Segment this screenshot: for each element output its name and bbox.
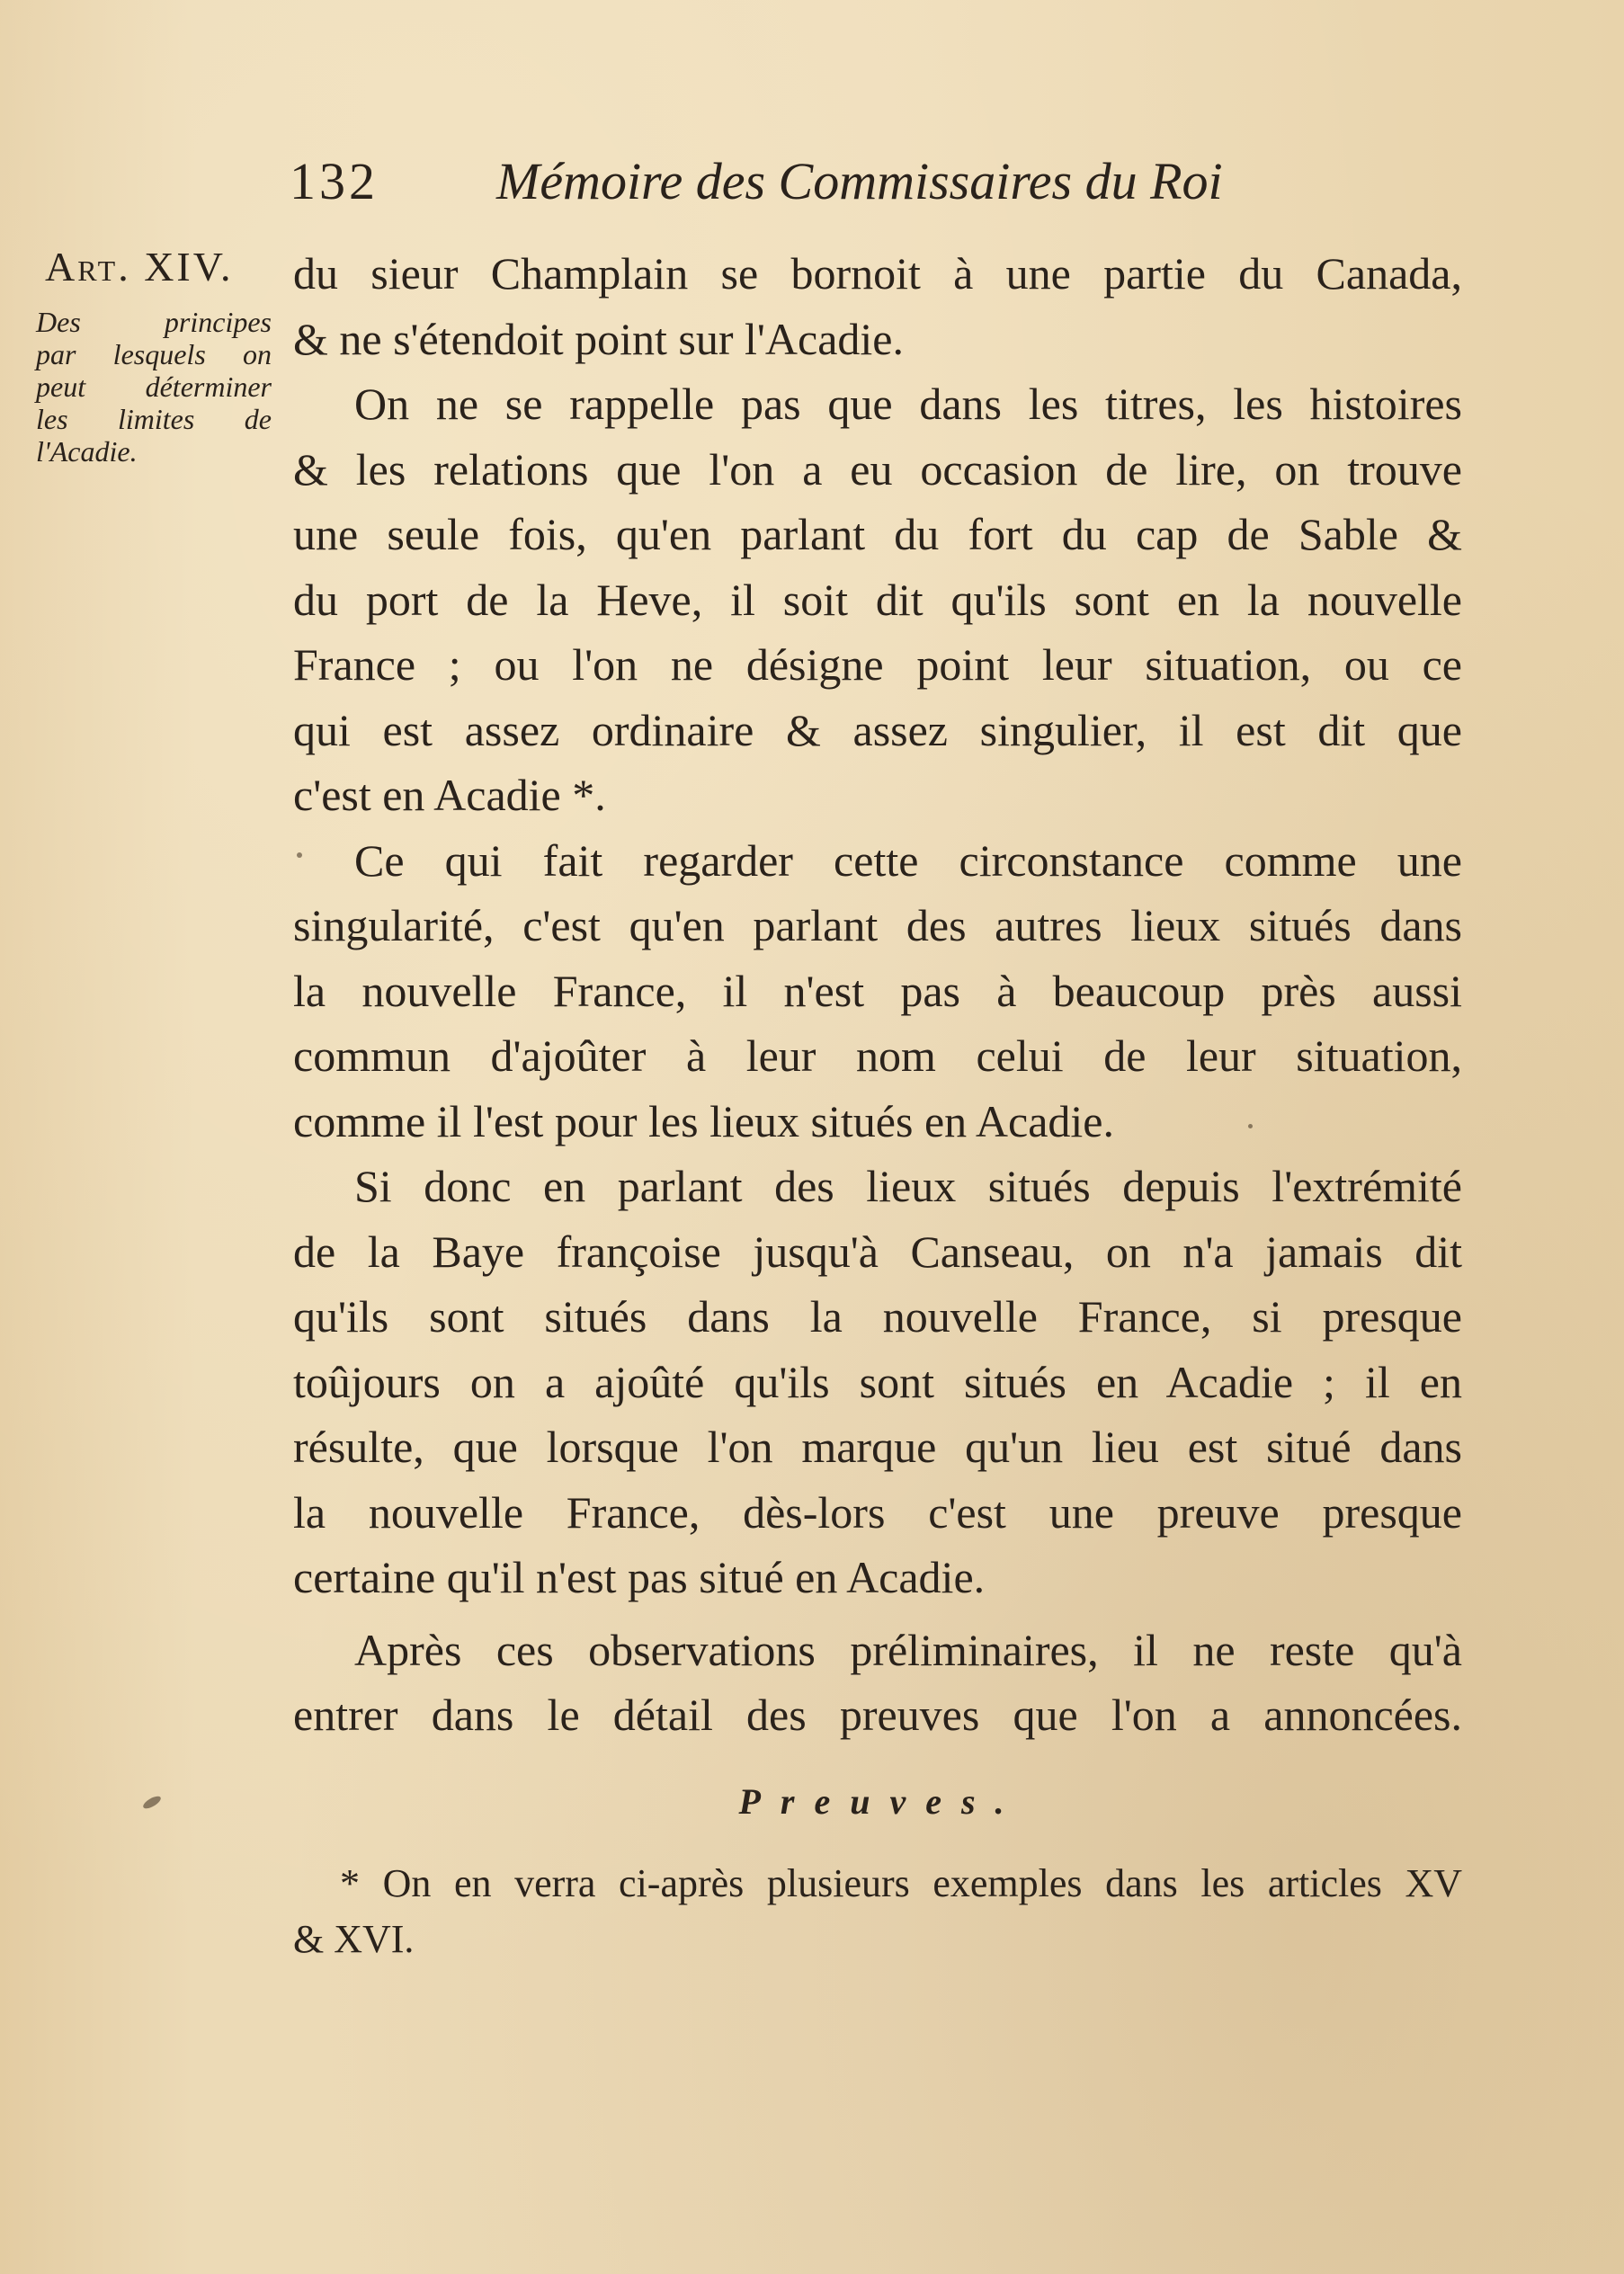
text-line: la nouvelle France, dès-lors c'est une preuve presque bbox=[293, 1486, 1462, 1538]
margin-note bbox=[36, 306, 272, 468]
margin-note-line: Des principes bbox=[36, 306, 272, 338]
article-number: Art. XIV. bbox=[45, 244, 234, 290]
running-title: Mémoire des Commissaires du Roi bbox=[496, 152, 1223, 210]
footnote bbox=[293, 1856, 1462, 1967]
text-line: certaine qu'il n'est pas situé en Acadie. bbox=[293, 1552, 986, 1602]
ink-speck bbox=[297, 852, 302, 858]
footnote-line: & XVI. bbox=[293, 1917, 415, 1961]
text-line: une seule fois, qu'en parlant du fort du cap de Sable & bbox=[293, 509, 1462, 559]
text-line: du port de la Heve, il soit dit qu'ils sont en la nouvelle bbox=[293, 574, 1462, 625]
text-line: On ne se rappelle pas que dans les titres, les histoires bbox=[354, 379, 1462, 429]
text-line: & ne s'étendoit point sur l'Acadie. bbox=[293, 313, 904, 364]
text-line: commun d'ajoûter à leur nom celui de leur situation, bbox=[293, 1030, 1462, 1081]
text-line: qu'ils sont situés dans la nouvelle France, si presque bbox=[293, 1291, 1462, 1342]
text-line: France ; ou l'on ne désigne point leur situation, ou ce bbox=[293, 639, 1462, 690]
section-heading: Preuves. bbox=[738, 1781, 1024, 1822]
text-line: comme il l'est pour les lieux situés en Acadie. bbox=[293, 1095, 1114, 1146]
ink-speck bbox=[141, 1794, 163, 1811]
text-line: c'est en Acadie *. bbox=[293, 770, 606, 820]
text-line: toûjours on a ajoûté qu'ils sont situés en Acadie ; il en bbox=[293, 1356, 1462, 1407]
ink-speck bbox=[1248, 1124, 1253, 1128]
text-line: qui est assez ordinaire & assez singulier, il est dit que bbox=[293, 704, 1462, 755]
body-text bbox=[293, 241, 1462, 1748]
text-line: de la Baye françoise jusqu'à Canseau, on n'a jamais dit bbox=[293, 1226, 1462, 1277]
text-line: la nouvelle France, il n'est pas à beaucoup près aussi bbox=[293, 965, 1462, 1016]
page-number: 132 bbox=[290, 152, 379, 210]
margin-note-line: peut déterminer bbox=[36, 370, 272, 403]
text-line: Si donc en parlant des lieux situés depuis l'extrémité bbox=[354, 1161, 1462, 1211]
text-line: du sieur Champlain se bornoit à une partie du Canada, bbox=[293, 248, 1462, 299]
footnote-line: * On en verra ci-après plusieurs exemples dans les articles XV bbox=[340, 1861, 1462, 1905]
text-line: Après ces observations préliminaires, il ne reste qu'à bbox=[354, 1624, 1462, 1675]
text-line: & les relations que l'on a eu occasion de lire, on trouve bbox=[293, 443, 1462, 495]
margin-note-line: les limites de bbox=[36, 403, 272, 435]
page-header bbox=[290, 151, 1306, 214]
margin-note-line: l'Acadie. bbox=[36, 435, 138, 468]
text-line: entrer dans le détail des preuves que l'on a annoncées. bbox=[293, 1690, 1462, 1740]
text-line: singularité, c'est qu'en parlant des autres lieux situés dans bbox=[293, 900, 1462, 950]
margin-note-line: par lesquels on bbox=[36, 338, 272, 370]
text-line: résulte, que lorsque l'on marque qu'un lieu est situé dans bbox=[293, 1422, 1462, 1472]
text-line: Ce qui fait regarder cette circonstance comme une bbox=[354, 834, 1462, 886]
